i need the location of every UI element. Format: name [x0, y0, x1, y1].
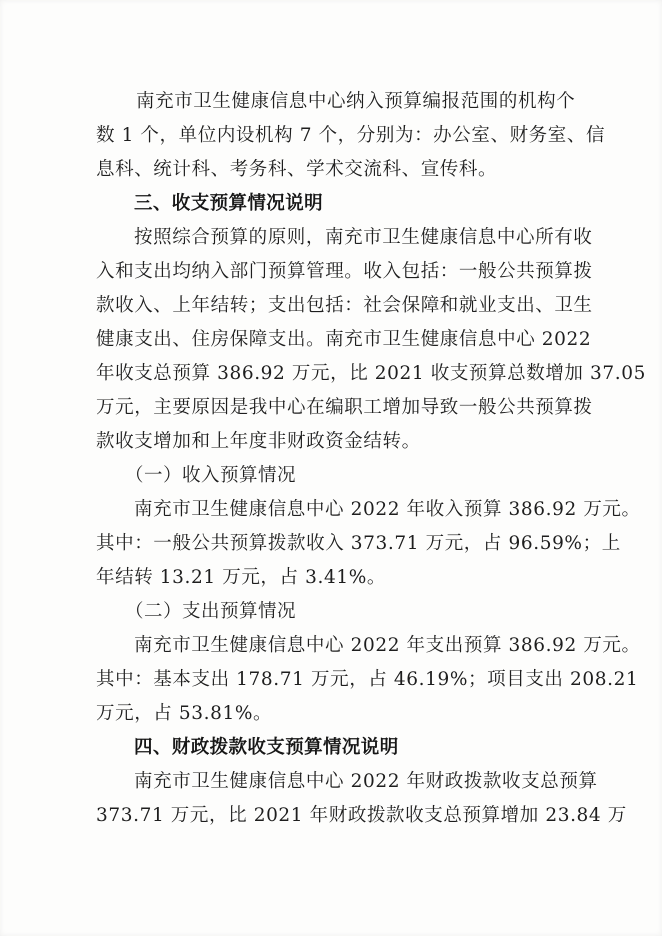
paragraph-line: 息科、统计科、考务科、学术交流科、宣传科。 [96, 159, 498, 180]
paragraph-line: 年收支总预算 386.92 万元，比 2021 收支预算总数增加 37.05 [96, 363, 646, 384]
paragraph-line: 万元，主要原因是我中心在编职工增加导致一般公共预算拨 [96, 397, 593, 418]
subsection-heading-income: （一）收入预算情况 [125, 465, 297, 486]
paragraph-line: 款收入、上年结转；支出包括：社会保障和就业支出、卫生 [96, 295, 593, 316]
paragraph-line: 南充市卫生健康信息中心 2022 年支出预算 386.92 万元。 [134, 635, 641, 656]
paragraph-line: 按照综合预算的原则，南充市卫生健康信息中心所有收 [134, 227, 593, 248]
paragraph-line: 其中：一般公共预算拨款收入 373.71 万元，占 96.59%；上 [96, 533, 621, 554]
paragraph-line: 南充市卫生健康信息中心 2022 年财政拨款收支总预算 [134, 771, 598, 792]
paragraph-line: 万元，占 53.81%。 [96, 703, 273, 724]
paragraph-line: 入和支出均纳入部门预算管理。收入包括：一般公共预算拨 [96, 261, 593, 282]
paragraph-line: 其中：基本支出 178.71 万元，占 46.19%；项目支出 208.21 [96, 669, 639, 690]
subsection-heading-expense: （二）支出预算情况 [125, 601, 297, 622]
section-heading-3: 三、收支预算情况说明 [134, 193, 324, 214]
section-heading-4: 四、财政拨款收支预算情况说明 [134, 737, 399, 758]
paragraph-line: 南充市卫生健康信息中心纳入预算编报范围的机构个 [136, 91, 576, 112]
paragraph-line: 数 1 个，单位内设机构 7 个，分别为：办公室、财务室、信 [96, 125, 606, 146]
paragraph-line: 373.71 万元，比 2021 年财政拨款收支总预算增加 23.84 万 [96, 805, 627, 826]
paragraph-line: 健康支出、住房保障支出。南充市卫生健康信息中心 2022 [96, 329, 592, 350]
paragraph-line: 款收支增加和上年度非财政资金结转。 [96, 431, 421, 452]
paragraph-line: 南充市卫生健康信息中心 2022 年收入预算 386.92 万元。 [134, 499, 641, 520]
paragraph-line: 年结转 13.21 万元，占 3.41%。 [96, 567, 386, 588]
